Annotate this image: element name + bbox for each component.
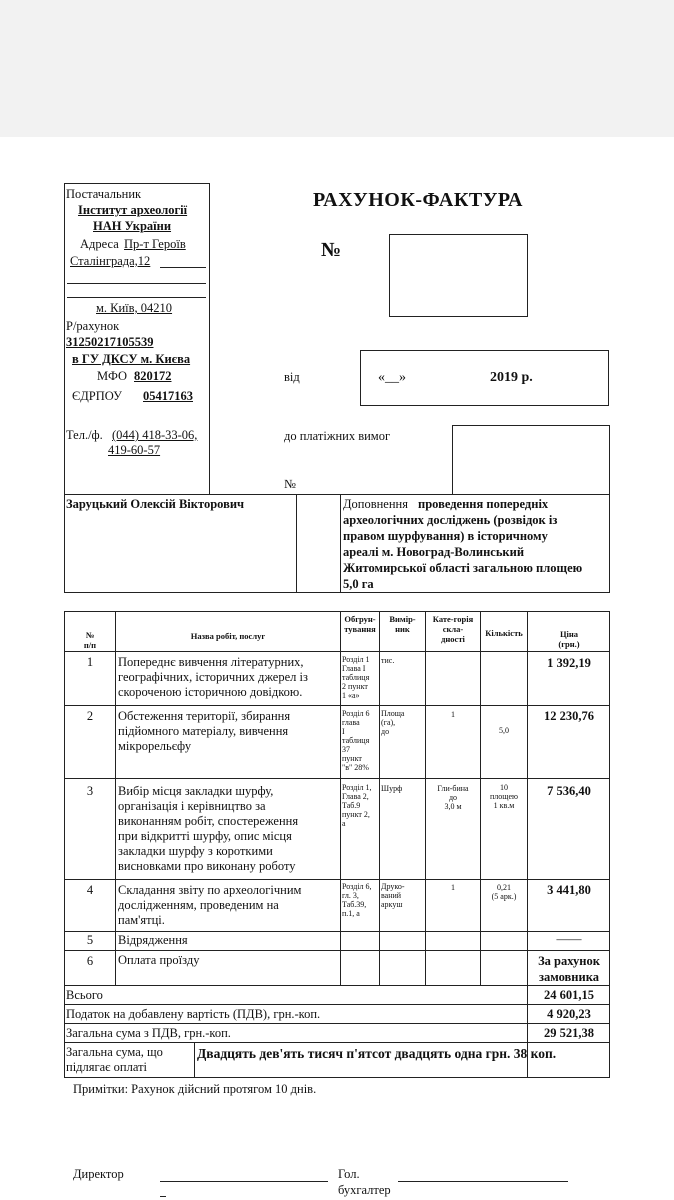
date-year: 2019 р. bbox=[490, 370, 533, 385]
accountant-signature-line bbox=[398, 1181, 568, 1182]
row2-num: 2 bbox=[86, 709, 94, 723]
pay-label-divider bbox=[194, 1042, 195, 1078]
row2-basis: Розділ 6 глава І таблиця 37 пункт "в" 28% bbox=[342, 709, 370, 772]
sum-value: 29 521,38 bbox=[544, 1026, 594, 1040]
director-signature-line bbox=[160, 1181, 328, 1182]
row3-unit: Шурф bbox=[381, 784, 403, 793]
phone-label: Тел./ф. bbox=[66, 428, 103, 442]
customer-divider1 bbox=[296, 494, 297, 593]
col-line-num bbox=[115, 611, 116, 985]
invoice-title: РАХУНОК-ФАКТУРА bbox=[313, 189, 523, 211]
header-unit: Вимір- ник bbox=[389, 614, 416, 634]
header-num: № п/п bbox=[83, 630, 97, 650]
appendix-text-line3: правом шурфування) в історичному bbox=[343, 529, 548, 543]
payment-number-sign: № bbox=[284, 477, 296, 491]
row4-unit: Друко- ваний аркуш bbox=[381, 882, 405, 909]
row2-category: 1 bbox=[451, 710, 455, 719]
address-underline bbox=[160, 267, 206, 268]
director-label: Директор bbox=[73, 1167, 124, 1181]
appendix-text-line6: 5,0 га bbox=[343, 577, 374, 591]
invoice-number-sign: № bbox=[321, 239, 342, 261]
row6-name: Оплата проїзду bbox=[118, 953, 200, 967]
row3-basis: Розділ 1, Глава 2, Таб.9 пункт 2, а bbox=[342, 783, 372, 828]
director-signature-dash bbox=[160, 1196, 166, 1197]
pay-words: Двадцять дев'ять тисяч п'ятсот двадцять одна грн. 38 коп. bbox=[197, 1046, 557, 1061]
header-price: Ціна (грн.) bbox=[558, 629, 580, 649]
row3-qty: 10 площею 1 кв.м bbox=[490, 783, 518, 810]
row5-name: Відрядження bbox=[118, 933, 188, 947]
row-line-vat bbox=[64, 1023, 610, 1024]
row3-category: Гли-бина до 3,0 м bbox=[437, 784, 469, 811]
row4-basis: Розділ 6, гл. 3, Таб.39, п.1, а bbox=[342, 882, 372, 918]
row4-name: Складання звіту по археологічним дослідженням, проведеним на пам'ятці. bbox=[118, 883, 302, 927]
address-blank-line2 bbox=[67, 297, 206, 298]
vat-label: Податок на добавлену вартість (ПДВ), грн.-коп. bbox=[66, 1007, 321, 1021]
appendix-text-line4: ареалі м. Новоград-Волинський bbox=[343, 545, 525, 559]
row4-qty: 0,21 (5 арк.) bbox=[491, 883, 517, 901]
row3-name: Вибір місця закладки шурфу, організація і керівництво за виконанням робіт, спостереження при відкритті шурфу, опис місця закладки шурфу з короткими висновками про виконану роботу bbox=[118, 784, 299, 873]
row2-unit: Площа (га), до bbox=[381, 709, 405, 736]
row-line-3 bbox=[64, 879, 610, 880]
row4-price: 3 441,80 bbox=[547, 883, 591, 897]
total-label: Всього bbox=[66, 988, 103, 1002]
row6-num: 6 bbox=[86, 954, 94, 968]
validity-note: Примітки: Рахунок дійсний протягом 10 днів. bbox=[73, 1082, 317, 1096]
phone-line2: 419-60-57 bbox=[108, 443, 161, 457]
accountant-label-line1: Гол. bbox=[338, 1167, 360, 1181]
row4-category: 1 bbox=[451, 883, 455, 892]
row1-unit: тис. bbox=[381, 656, 395, 665]
payment-demands-box bbox=[452, 425, 610, 495]
bank-name: в ГУ ДКСУ м. Києва bbox=[72, 352, 191, 366]
row-line-header bbox=[64, 651, 610, 652]
mfo-value: 820172 bbox=[134, 369, 172, 383]
row1-price: 1 392,19 bbox=[547, 656, 591, 670]
address-line1: Пр-т Героїв bbox=[124, 237, 186, 251]
row-line-total bbox=[64, 1004, 610, 1005]
supplier-city: м. Київ, 04210 bbox=[96, 301, 173, 315]
account-number: 31250217105539 bbox=[66, 335, 154, 349]
header-basis: Обгрун- тування bbox=[344, 614, 376, 634]
row-line-5 bbox=[64, 950, 610, 951]
row5-price: —— bbox=[556, 932, 582, 946]
edrpou-label: ЄДРПОУ bbox=[72, 389, 122, 403]
address-blank-line1 bbox=[67, 283, 206, 284]
date-day: «__» bbox=[378, 370, 406, 385]
supplier-name-line1: Інститут археології bbox=[78, 203, 188, 217]
invoice-number-box bbox=[389, 234, 528, 317]
mfo-label: МФО bbox=[97, 369, 128, 383]
row5-num: 5 bbox=[86, 933, 94, 947]
row2-price: 12 230,76 bbox=[544, 709, 594, 723]
row-line-2 bbox=[64, 778, 610, 779]
row6-price: За рахунок замовника bbox=[538, 954, 600, 984]
pay-label: Загальна сума, що підлягає оплаті bbox=[66, 1045, 163, 1074]
appendix-text-line2: археологічних досліджень (розвідок із bbox=[343, 513, 558, 527]
appendix-text-line5: Житомирської області загальною площею bbox=[343, 561, 583, 575]
row2-name: Обстеження території, збирання підйомного матеріалу, вивчення мікрорельєфу bbox=[118, 709, 291, 753]
account-label: Р/рахунок bbox=[66, 319, 120, 333]
payment-demands-label: до платіжних вимог bbox=[284, 429, 391, 443]
row-line-6 bbox=[64, 985, 610, 986]
date-from-label: від bbox=[284, 370, 300, 384]
vat-value: 4 920,23 bbox=[547, 1007, 591, 1021]
address-line2: Сталінграда,12 bbox=[70, 254, 151, 268]
header-qty: Кількість bbox=[485, 628, 523, 638]
row1-num: 1 bbox=[86, 655, 94, 669]
header-category: Кате-горія скла- дності bbox=[432, 614, 474, 644]
total-value: 24 601,15 bbox=[544, 988, 594, 1002]
row-line-sum bbox=[64, 1042, 610, 1043]
row3-num: 3 bbox=[86, 784, 94, 798]
customer-name: Заруцький Олексій Вікторович bbox=[66, 497, 245, 511]
phone-line1: (044) 418-33-06, bbox=[112, 428, 198, 442]
col-line-basis bbox=[379, 611, 380, 985]
edrpou-value: 05417163 bbox=[143, 389, 193, 403]
row1-name: Попереднє вивчення літературних, географічних, історичних джерел із скороченою історичною довідкою. bbox=[118, 655, 308, 699]
row3-price: 7 536,40 bbox=[547, 784, 591, 798]
customer-divider2 bbox=[340, 494, 341, 593]
row-line-1 bbox=[64, 705, 610, 706]
row4-num: 4 bbox=[86, 883, 94, 897]
sum-label: Загальна сума з ПДВ, грн.-коп. bbox=[66, 1026, 231, 1040]
appendix-label: Доповнення bbox=[343, 497, 408, 511]
top-bar bbox=[0, 0, 674, 137]
supplier-name-line2: НАН України bbox=[93, 219, 172, 233]
col-line-name bbox=[340, 611, 341, 985]
accountant-label-line2: бухгалтер bbox=[338, 1183, 391, 1197]
row2-qty: 5,0 bbox=[499, 726, 509, 735]
supplier-label: Постачальник bbox=[66, 187, 142, 201]
row1-basis: Розділ 1 Глава І таблиця 2 пункт 1 «а» bbox=[342, 655, 370, 700]
appendix-text-line1: проведення попередніх bbox=[418, 497, 549, 511]
address-label: Адреса bbox=[80, 237, 119, 251]
header-name: Назва робіт, послуг bbox=[190, 631, 266, 641]
